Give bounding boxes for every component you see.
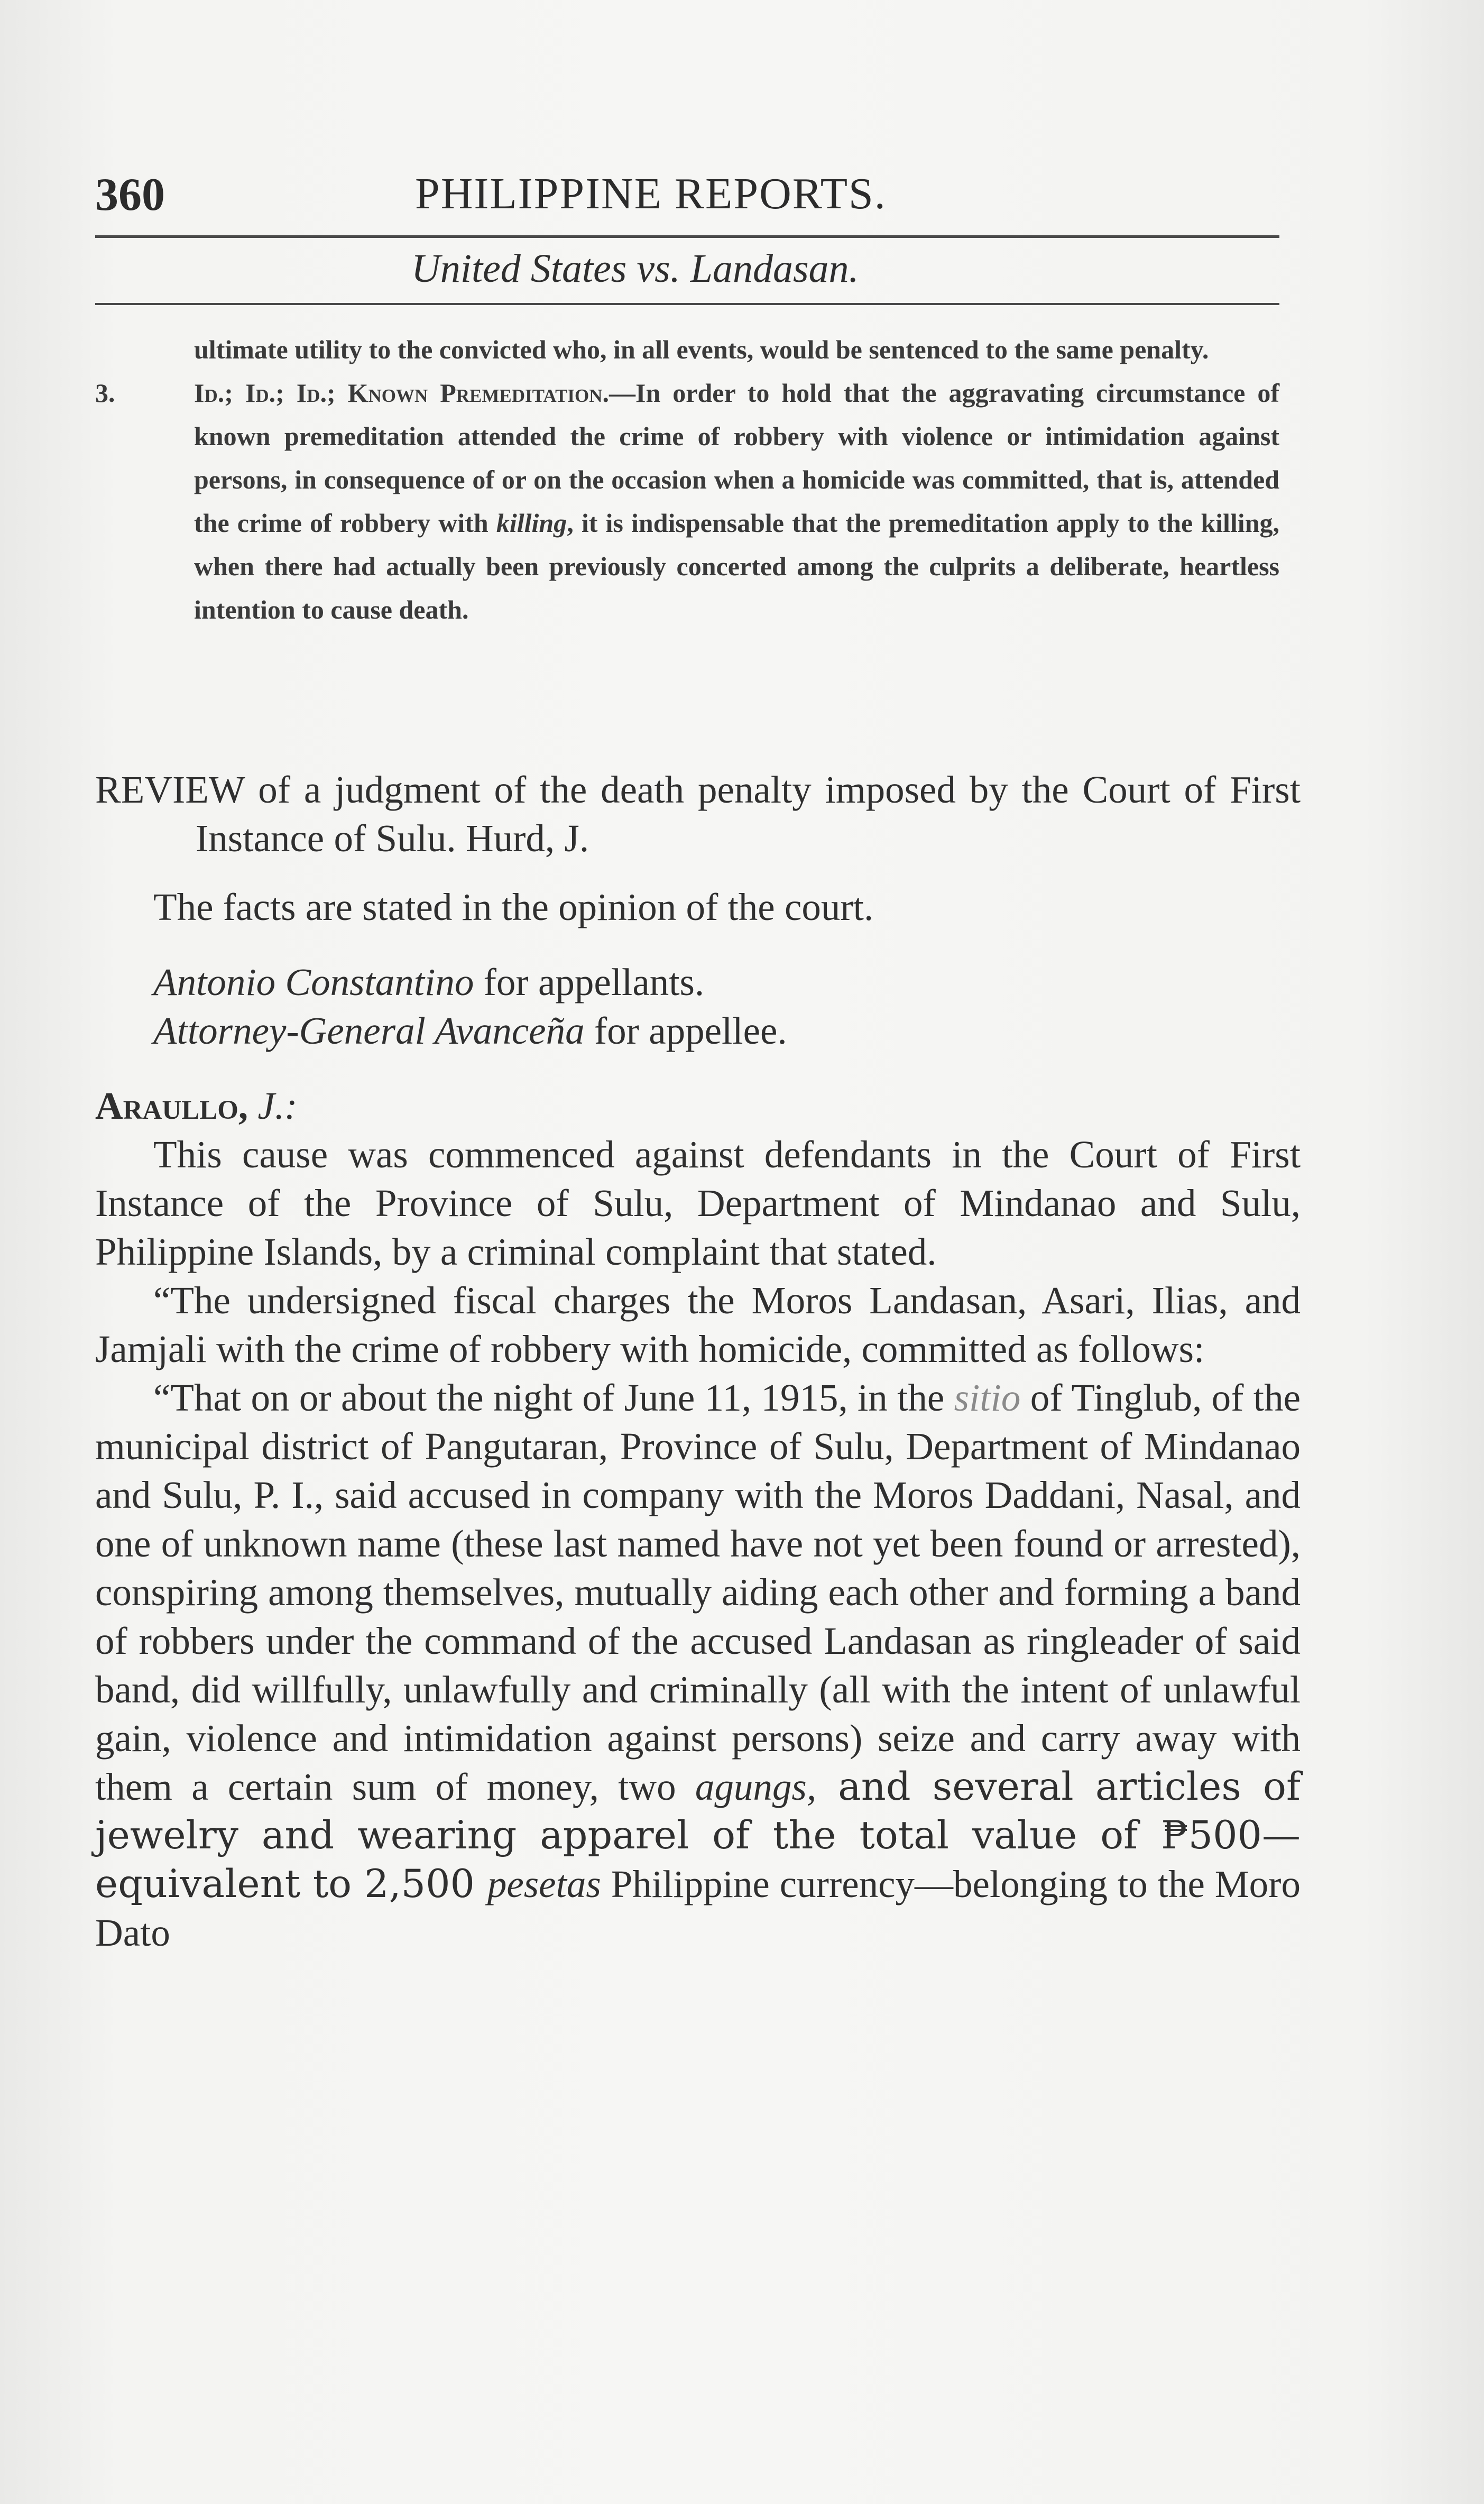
syllabus-item-heading: Id.; Id.; Id.; Known Premeditation. xyxy=(194,378,610,408)
case-title: United States vs. Landasan. xyxy=(411,246,859,291)
opinion-paragraph-2: “The undersigned fiscal charges the Moros Landasan, Asari, Ilias, and Jamjali with the crime of robbery with homicide, committed as follows: xyxy=(95,1279,1301,1370)
author-suffix: J.: xyxy=(257,1084,298,1127)
syllabus-item-number: 3. xyxy=(95,378,115,408)
paragraph-text: Philippine currency—belonging to the Moro Dato xyxy=(95,1863,1301,1954)
counsel-name: Attorney-General Avanceña xyxy=(153,1009,585,1052)
case-title-rule xyxy=(95,303,1279,305)
counsel-role: for appellee. xyxy=(584,1009,787,1052)
opinion-paragraph-3 xyxy=(95,1374,1301,1957)
counsel-appellee xyxy=(95,1007,1301,1055)
facts-paragraph: The facts are stated in the opinion of the court. xyxy=(153,886,874,928)
syllabus-item-text-end: , it is indispensable that the premeditation apply to the killing, when there had actually been previously concerted among the culprits a deliberate, heartless intention to cause death. xyxy=(194,508,1279,624)
counsel-name: Antonio Constantino xyxy=(153,961,474,1004)
syllabus-item-italic: killing xyxy=(496,508,567,538)
syllabus xyxy=(95,328,1279,631)
counsel-appellants xyxy=(95,958,1301,1007)
review-paragraph: REVIEW of a judgment of the death penalty imposed by the Court of First Instance of Sulu. Hurd, J. xyxy=(95,768,1301,860)
agungs-italic: agungs, xyxy=(695,1765,817,1808)
counsel-role: for appellants. xyxy=(474,961,705,1004)
opinion-author xyxy=(95,1082,1301,1130)
syllabus-continuation: ultimate utility to the convicted who, in all events, would be sentenced to the same penalty. xyxy=(194,335,1209,364)
paragraph-text: of Tinglub, of the municipal district of Pangutaran, Province of Sulu, Department of Mindanao and Sulu, P. I., said accused in company with the Moros Daddani, Nasal, and one of unknown name (these last named have not yet been found or arrested), conspiring among themselves, mutually aiding each other and forming a band of robbers under the command of the accused Landasan as ringleader of said band, did willfully, unlawfully and criminally (all with the intent of unlawful gain, violence and intimidation against persons) seize and carry away with them a certain sum of money, two xyxy=(95,1376,1301,1808)
running-head: PHILIPPINE REPORTS. xyxy=(415,169,887,218)
header-rule xyxy=(95,235,1279,238)
page-number: 360 xyxy=(95,169,165,220)
paragraph-text: “That on or about the night of June 11, 1915, in the xyxy=(153,1376,954,1419)
author-name: Araullo, xyxy=(95,1084,248,1127)
body-text xyxy=(95,766,1301,1957)
sitio-italic: sitio xyxy=(954,1376,1021,1419)
syllabus-item-text: —In order to hold that the aggravating circumstance of known premeditation attended the crime of robbery with violence or intimidation against persons, in consequence of or on the occasion when a homicide was committed, that is, attended the crime of robbery with xyxy=(194,378,1279,538)
pesetas-italic: pesetas xyxy=(487,1863,601,1905)
syllabus-item-3 xyxy=(95,371,1279,631)
paragraph-text: and several articles of jewelry and wearing apparel of the total value of ₱500—equivalent to 2,500 xyxy=(95,1764,1301,1907)
opinion-paragraph-1: This cause was commenced against defendants in the Court of First Instance of the Province of Sulu, Department of Mindanao and Sulu, Philippine Islands, by a criminal complaint that stated. xyxy=(95,1133,1301,1273)
